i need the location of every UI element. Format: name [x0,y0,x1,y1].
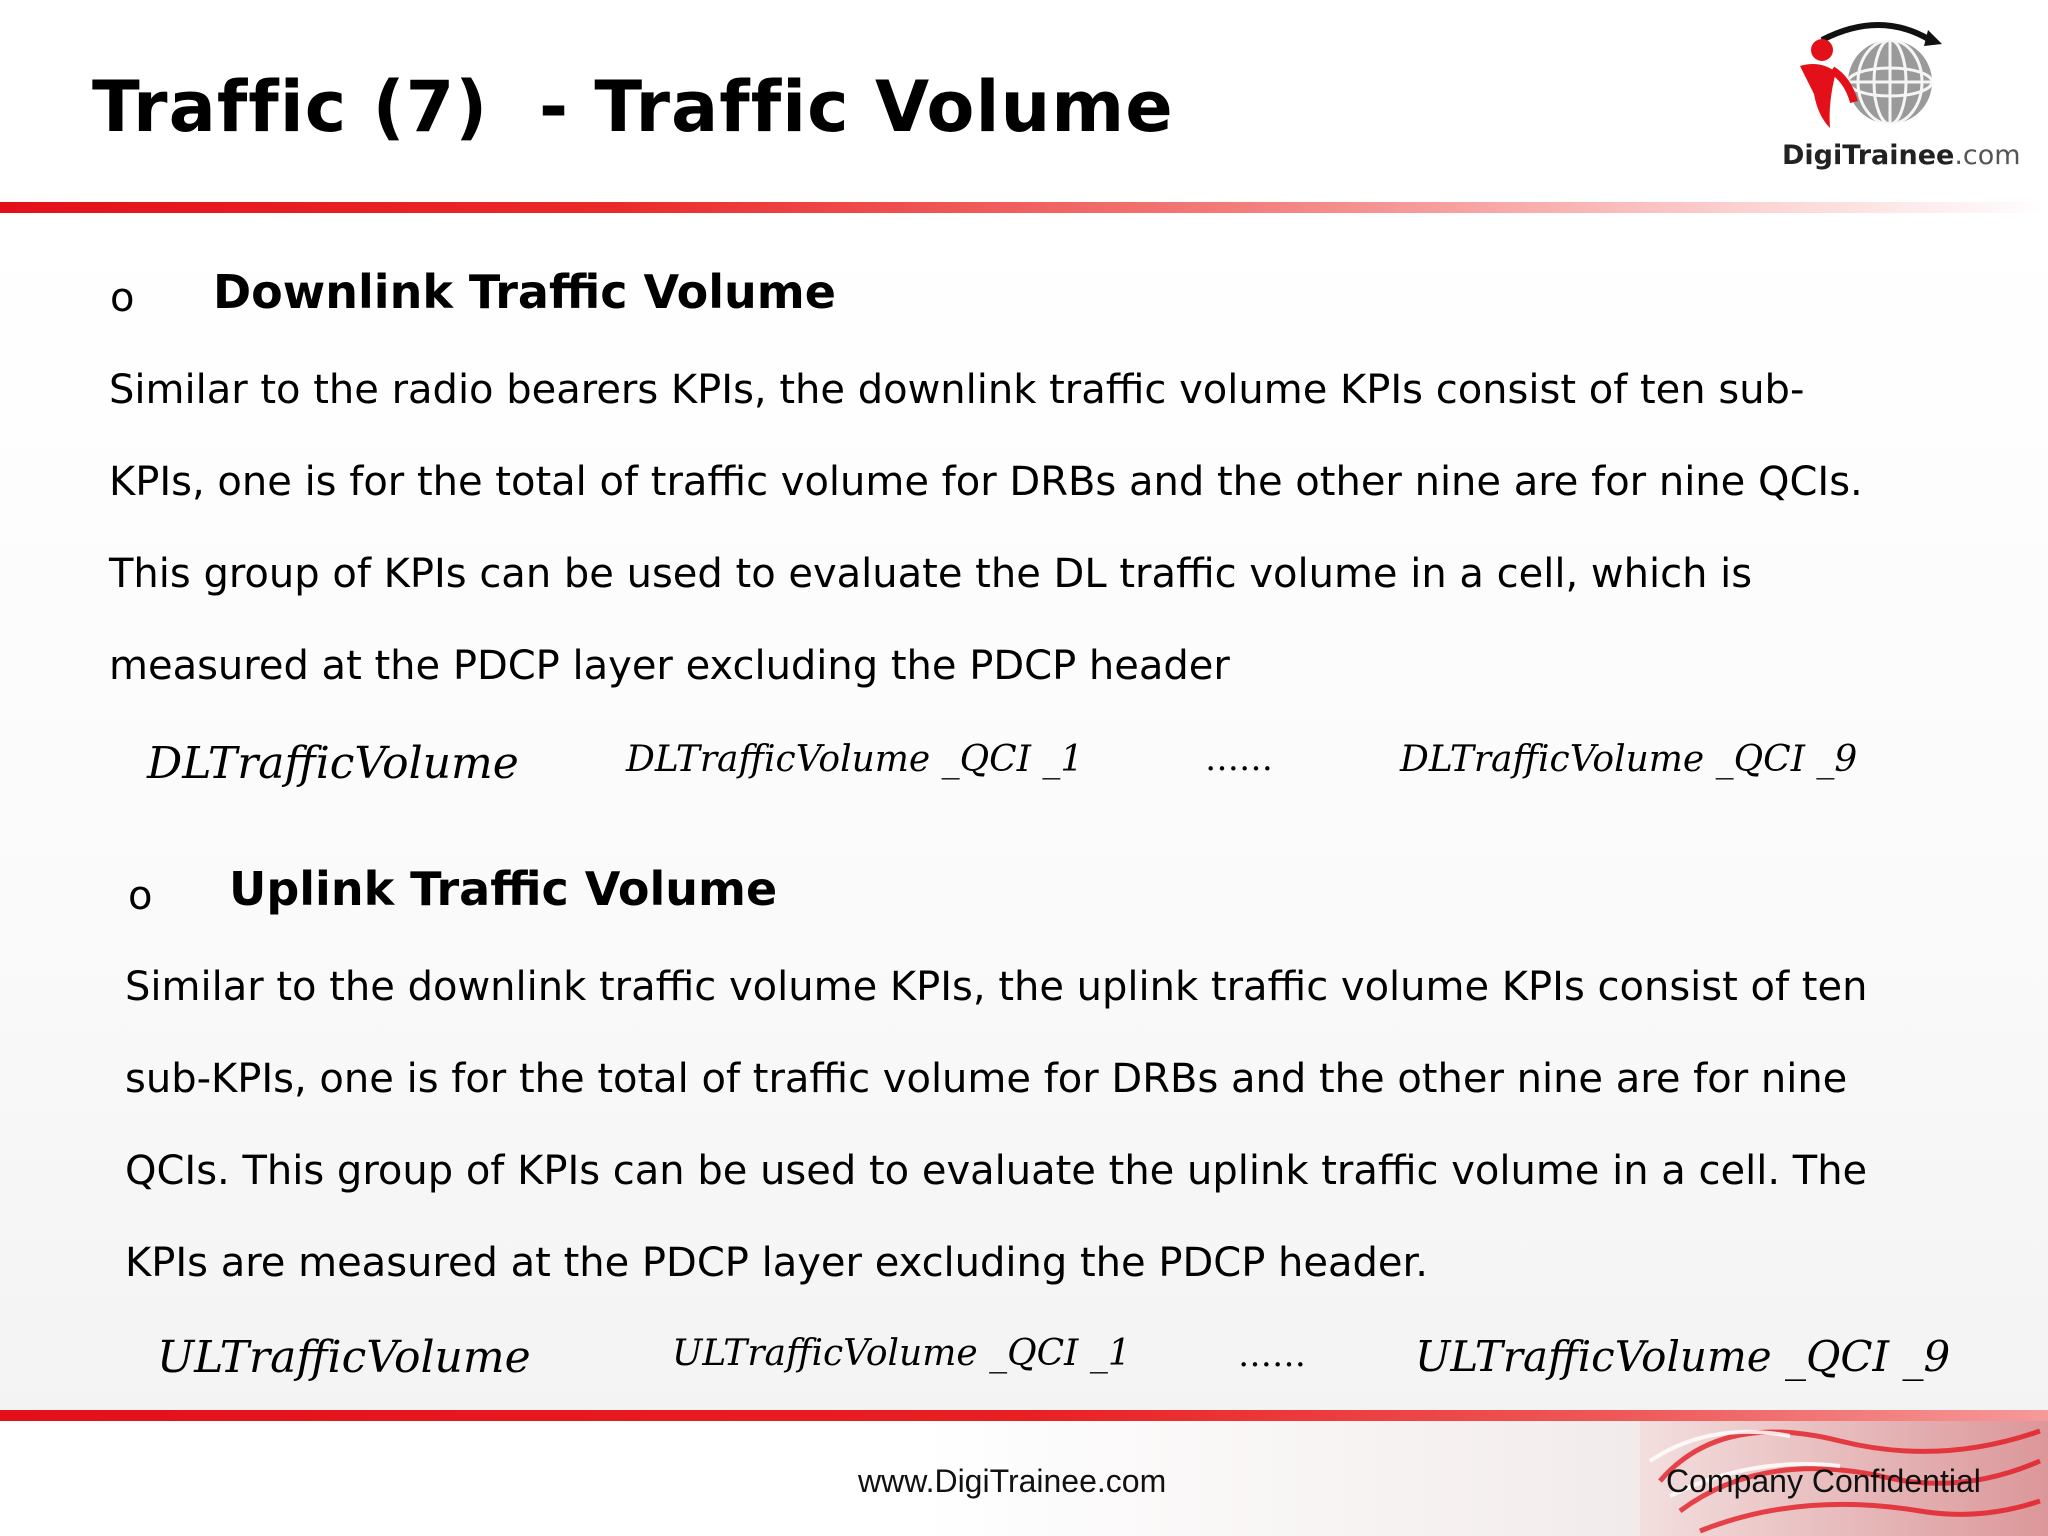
body-line: Similar to the downlink traffic volume KPIs, the uplink traffic volume KPIs consist of ten [125,964,1868,1010]
logo-wordmark [1782,140,2021,171]
body-line: KPIs are measured at the PDCP layer excluding the PDCP header. [125,1240,1428,1286]
logo-brand: DigiTrainee [1782,140,1955,171]
formula-dl-total: DLTrafficVolume [147,738,519,789]
bullet-marker: o [128,873,153,919]
slide-title: Traffic (7) - Traffic Volume [92,66,1174,148]
logo-domain: .com [1954,140,2021,171]
formula-ul-qci9: ULTrafficVolume _QCI _9 [1415,1332,1951,1381]
footer-website: www.DigiTrainee.com [858,1463,1167,1499]
body-line: QCIs. This group of KPIs can be used to evaluate the uplink traffic volume in a cell. The [125,1148,1868,1194]
section-body-uplink [125,941,1867,1309]
formula-dl-qci1: DLTrafficVolume _QCI _1 [626,739,1084,780]
body-line: This group of KPIs can be used to evaluate the DL traffic volume in a cell, which is [109,551,1753,597]
body-line: KPIs, one is for the total of traffic volume for DRBs and the other nine are for nine QCIs. [109,459,1863,505]
section-body-downlink [109,344,1863,712]
formula-ellipsis: …… [1205,739,1273,779]
header-divider [0,202,2048,213]
footer-divider [0,1410,2048,1421]
body-line: measured at the PDCP layer excluding the PDCP header [109,643,1230,689]
section-heading-uplink: Uplink Traffic Volume [229,862,778,916]
formula-ul-total: ULTrafficVolume [157,1332,531,1383]
formula-dl-qci9: DLTrafficVolume _QCI _9 [1400,739,1858,780]
footer-confidential: Company Confidential [1666,1463,1981,1499]
formula-ul-qci1: ULTrafficVolume _QCI _1 [672,1333,1131,1374]
bullet-marker: o [110,275,135,321]
body-line: sub-KPIs, one is for the total of traffic volume for DRBs and the other nine are for nine [125,1056,1848,1102]
formula-ellipsis: …… [1238,1335,1306,1375]
body-line: Similar to the radio bearers KPIs, the downlink traffic volume KPIs consist of ten sub- [109,367,1805,413]
section-heading-downlink: Downlink Traffic Volume [213,265,836,319]
